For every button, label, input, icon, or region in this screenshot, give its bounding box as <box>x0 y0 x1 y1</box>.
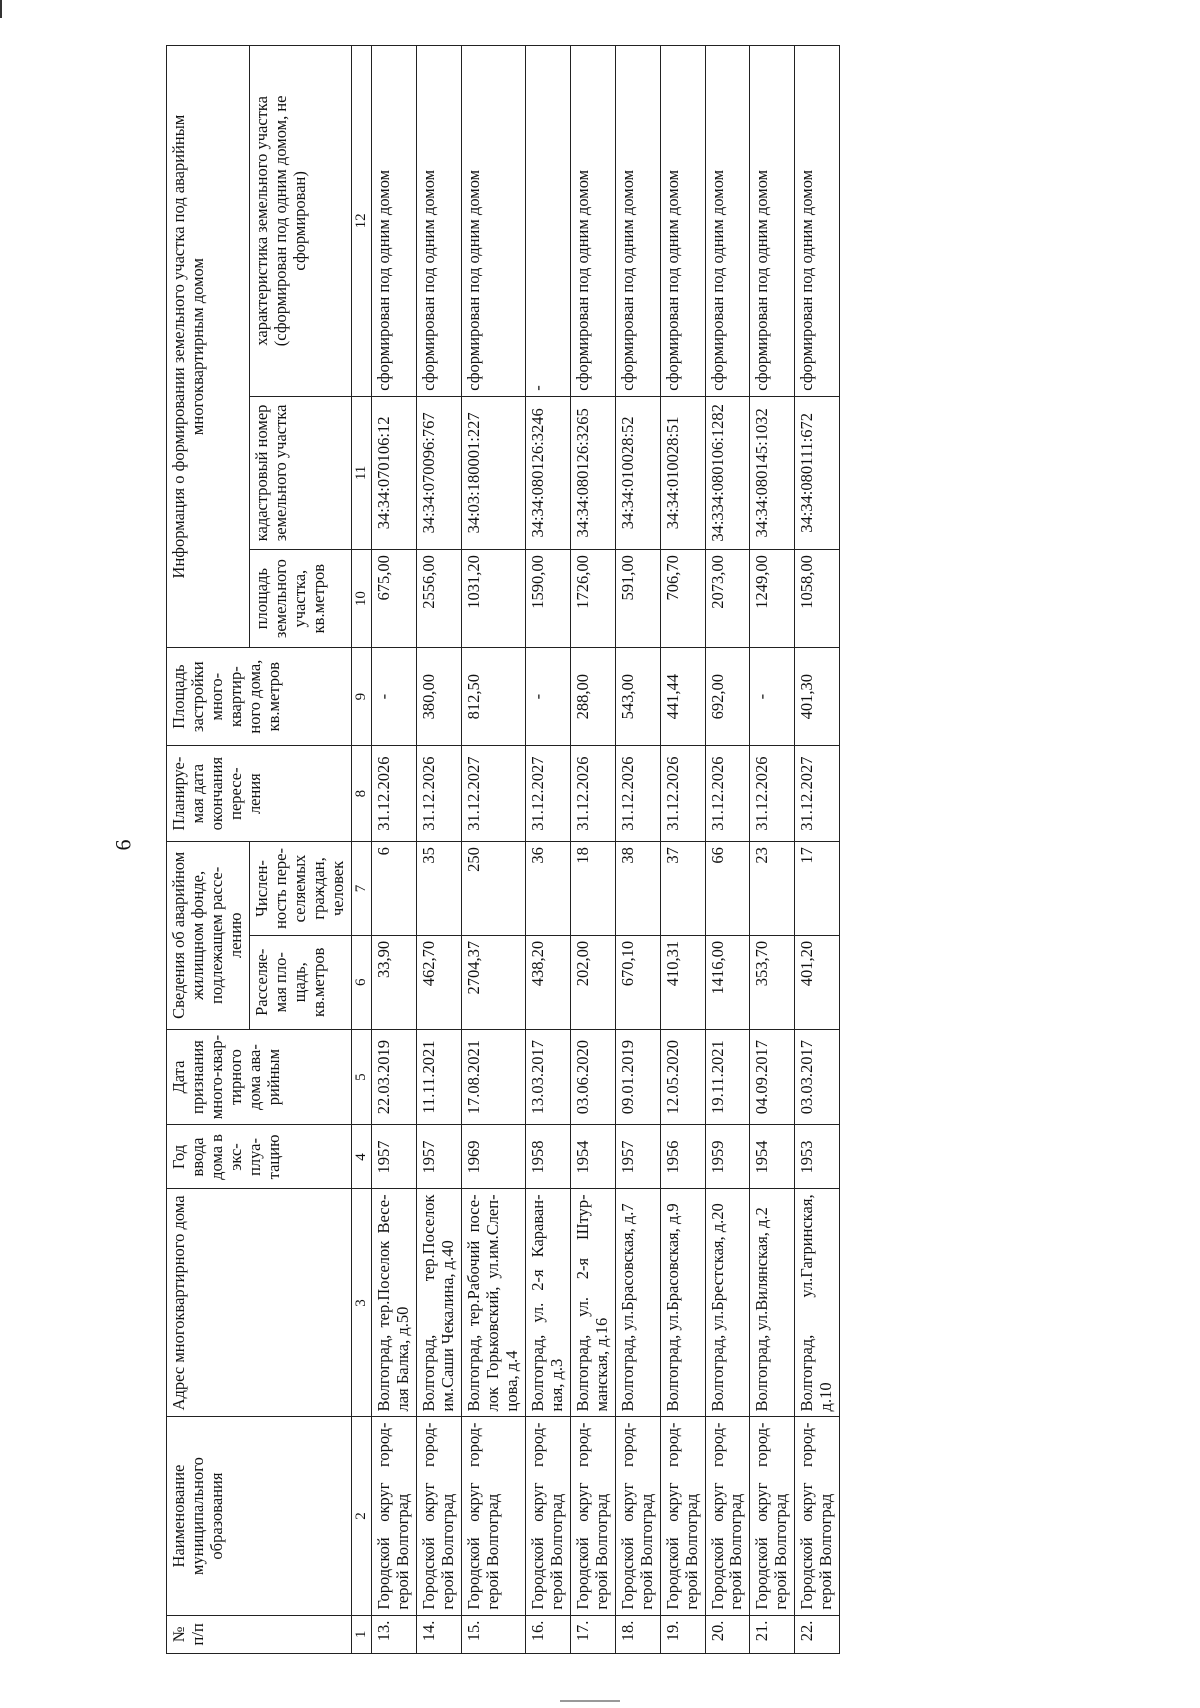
year-cell: 1969 <box>461 1125 525 1189</box>
row-number: 20. <box>705 1615 750 1653</box>
header-planned-end: Планируе-мая дата окончания пересе-ления <box>167 746 352 842</box>
build-area-cell: 288,00 <box>570 648 615 746</box>
column-number: 9 <box>351 648 371 746</box>
row-number: 17. <box>570 1615 615 1653</box>
address-cell: Волгоград, ул.Вилянская, д.2 <box>750 1189 795 1417</box>
land-area-cell: 675,00 <box>371 550 416 648</box>
address-cell: Волгоград, ул.Брасовская, д.7 <box>615 1189 660 1417</box>
area-resettled-cell: 401,20 <box>795 935 840 1029</box>
municipality-cell: Городской округ город-герой Волгоград <box>570 1417 615 1615</box>
people-cell: 35 <box>416 842 461 936</box>
row-number: 15. <box>461 1615 525 1653</box>
area-resettled-cell: 438,20 <box>525 935 570 1029</box>
build-area-cell: - <box>525 648 570 746</box>
land-char-cell: сформирован под одним домом <box>660 46 705 397</box>
column-number: 3 <box>351 1189 371 1417</box>
land-char-cell: сформирован под одним домом <box>461 46 525 397</box>
people-cell: 36 <box>525 842 570 936</box>
year-cell: 1956 <box>660 1125 705 1189</box>
people-cell: 23 <box>750 842 795 936</box>
year-cell: 1959 <box>705 1125 750 1189</box>
land-area-cell: 1058,00 <box>795 550 840 648</box>
year-cell: 1953 <box>795 1125 840 1189</box>
cadastral-cell: 34:34:010028:51 <box>660 396 705 549</box>
planned-end-cell: 31.12.2027 <box>461 746 525 842</box>
people-cell: 17 <box>795 842 840 936</box>
land-char-cell: сформирован под одним домом <box>570 46 615 397</box>
municipality-cell: Городской округ город-герой Волгоград <box>615 1417 660 1615</box>
column-number: 6 <box>351 935 371 1029</box>
emergency-housing-table <box>166 45 840 1654</box>
build-area-cell: 441,44 <box>660 648 705 746</box>
planned-end-cell: 31.12.2026 <box>570 746 615 842</box>
municipality-cell: Городской округ город-герой Волгоград <box>705 1417 750 1615</box>
land-area-cell: 706,70 <box>660 550 705 648</box>
column-number-row <box>351 46 371 1654</box>
header-emergency-fund: Сведения об аварийном жилищном фонде, подлежащем рассе-лению <box>167 842 250 1030</box>
build-area-cell: - <box>371 648 416 746</box>
row-number: 22. <box>795 1615 840 1653</box>
year-cell: 1954 <box>750 1125 795 1189</box>
land-char-cell: сформирован под одним домом <box>795 46 840 397</box>
area-resettled-cell: 1416,00 <box>705 935 750 1029</box>
land-char-cell: сформирован под одним домом <box>371 46 416 397</box>
header-land-char: характеристика земельного участка (сформирован под одним домом, не сформирован) <box>249 46 351 397</box>
table-row <box>795 46 840 1654</box>
table-row <box>570 46 615 1654</box>
header-recognition-date: Дата признания много-квар-тирного дома ава-рийным <box>167 1029 352 1125</box>
area-resettled-cell: 33,90 <box>371 935 416 1029</box>
address-cell: Волгоград, тер.Поселок им.Саши Чекалина, д.40 <box>416 1189 461 1417</box>
row-number: 18. <box>615 1615 660 1653</box>
municipality-cell: Городской округ город-герой Волгоград <box>371 1417 416 1615</box>
municipality-cell: Городской округ город-герой Волгоград <box>461 1417 525 1615</box>
municipality-cell: Городской округ город-герой Волгоград <box>525 1417 570 1615</box>
recognition-date-cell: 13.03.2017 <box>525 1029 570 1125</box>
header-no: № п/п <box>167 1615 352 1653</box>
header-municipality: Наименование муниципального образования <box>167 1417 352 1615</box>
planned-end-cell: 31.12.2026 <box>750 746 795 842</box>
header-area-resettled: Расселяе-мая пло-щадь, кв.метров <box>249 935 351 1029</box>
address-cell: Волгоград, ул.Брасовская, д.9 <box>660 1189 705 1417</box>
recognition-date-cell: 12.05.2020 <box>660 1029 705 1125</box>
cadastral-cell: 34:34:070106:12 <box>371 396 416 549</box>
recognition-date-cell: 04.09.2017 <box>750 1029 795 1125</box>
column-number: 5 <box>351 1029 371 1125</box>
recognition-date-cell: 09.01.2019 <box>615 1029 660 1125</box>
header-land-info: Информация о формировании земельного участка под аварийным многоквартирным домом <box>167 46 250 648</box>
land-char-cell: сформирован под одним домом <box>750 46 795 397</box>
planned-end-cell: 31.12.2026 <box>705 746 750 842</box>
row-number: 14. <box>416 1615 461 1653</box>
planned-end-cell: 31.12.2026 <box>371 746 416 842</box>
address-cell: Волгоград, ул. 2-я Штур-манская, д.16 <box>570 1189 615 1417</box>
area-resettled-cell: 670,10 <box>615 935 660 1029</box>
cadastral-cell: 34:34:080111:672 <box>795 396 840 549</box>
municipality-cell: Городской округ город-герой Волгоград <box>660 1417 705 1615</box>
land-char-cell: сформирован под одним домом <box>705 46 750 397</box>
table-row <box>705 46 750 1654</box>
header-build-area: Площадь застройки много-квартир-ного дома, кв.метров <box>167 648 352 746</box>
page-number: 6 <box>110 839 136 851</box>
land-char-cell: сформирован под одним домом <box>416 46 461 397</box>
year-cell: 1957 <box>416 1125 461 1189</box>
people-cell: 6 <box>371 842 416 936</box>
land-area-cell: 1249,00 <box>750 550 795 648</box>
rotated-table-wrapper <box>166 45 1200 1654</box>
year-cell: 1957 <box>371 1125 416 1189</box>
column-number: 2 <box>351 1417 371 1615</box>
row-number: 16. <box>525 1615 570 1653</box>
build-area-cell: 692,00 <box>705 648 750 746</box>
address-cell: Волгоград, тер.Поселок Весе-лая Балка, д.50 <box>371 1189 416 1417</box>
column-number: 4 <box>351 1125 371 1189</box>
recognition-date-cell: 19.11.2021 <box>705 1029 750 1125</box>
header-cadastral: кадастровый номер земельного участка <box>249 396 351 549</box>
recognition-date-cell: 22.03.2019 <box>371 1029 416 1125</box>
address-cell: Волгоград, ул.Брестская, д.20 <box>705 1189 750 1417</box>
planned-end-cell: 31.12.2026 <box>416 746 461 842</box>
column-number: 1 <box>351 1615 371 1653</box>
cadastral-cell: 34:334:080106:1282 <box>705 396 750 549</box>
recognition-date-cell: 17.08.2021 <box>461 1029 525 1125</box>
table-row <box>371 46 416 1654</box>
recognition-date-cell: 03.06.2020 <box>570 1029 615 1125</box>
recognition-date-cell: 11.11.2021 <box>416 1029 461 1125</box>
municipality-cell: Городской округ город-герой Волгоград <box>416 1417 461 1615</box>
recognition-date-cell: 03.03.2017 <box>795 1029 840 1125</box>
area-resettled-cell: 410,31 <box>660 935 705 1029</box>
address-cell: Волгоград, ул. 2-я Караван-ная, д.3 <box>525 1189 570 1417</box>
land-area-cell: 1726,00 <box>570 550 615 648</box>
people-cell: 250 <box>461 842 525 936</box>
year-cell: 1954 <box>570 1125 615 1189</box>
municipality-cell: Городской округ город-герой Волгоград <box>795 1417 840 1615</box>
municipality-cell: Городской округ город-герой Волгоград <box>750 1417 795 1615</box>
land-area-cell: 2073,00 <box>705 550 750 648</box>
people-cell: 66 <box>705 842 750 936</box>
area-resettled-cell: 202,00 <box>570 935 615 1029</box>
table-row <box>461 46 525 1654</box>
table-row <box>660 46 705 1654</box>
land-area-cell: 1031,20 <box>461 550 525 648</box>
column-number: 12 <box>351 46 371 397</box>
planned-end-cell: 31.12.2027 <box>795 746 840 842</box>
land-area-cell: 591,00 <box>615 550 660 648</box>
land-char-cell: - <box>525 46 570 397</box>
column-number: 11 <box>351 396 371 549</box>
area-resettled-cell: 2704,37 <box>461 935 525 1029</box>
cadastral-cell: 34:34:080126:3265 <box>570 396 615 549</box>
build-area-cell: 401,30 <box>795 648 840 746</box>
address-cell: Волгоград, ул.Гагринская, д.10 <box>795 1189 840 1417</box>
address-cell: Волгоград, тер.Рабочий посе-лок Горьковский, ул.им.Слеп-цова, д.4 <box>461 1189 525 1417</box>
planned-end-cell: 31.12.2026 <box>615 746 660 842</box>
cadastral-cell: 34:34:080126:3246 <box>525 396 570 549</box>
planned-end-cell: 31.12.2027 <box>525 746 570 842</box>
row-number: 13. <box>371 1615 416 1653</box>
land-area-cell: 2556,00 <box>416 550 461 648</box>
build-area-cell: - <box>750 648 795 746</box>
header-people: Числен-ность пере-селяемых граждан, человек <box>249 842 351 936</box>
table-row <box>615 46 660 1654</box>
land-area-cell: 1590,00 <box>525 550 570 648</box>
row-number: 19. <box>660 1615 705 1653</box>
header-year: Год ввода дома в экс-плуа-тацию <box>167 1125 352 1189</box>
build-area-cell: 543,00 <box>615 648 660 746</box>
column-number: 7 <box>351 842 371 936</box>
build-area-cell: 812,50 <box>461 648 525 746</box>
column-number: 8 <box>351 746 371 842</box>
table-body <box>371 46 839 1654</box>
row-number: 21. <box>750 1615 795 1653</box>
table-row <box>750 46 795 1654</box>
people-cell: 38 <box>615 842 660 936</box>
planned-end-cell: 31.12.2026 <box>660 746 705 842</box>
cadastral-cell: 34:34:070096:767 <box>416 396 461 549</box>
cadastral-cell: 34:34:010028:52 <box>615 396 660 549</box>
build-area-cell: 380,00 <box>416 648 461 746</box>
people-cell: 37 <box>660 842 705 936</box>
cadastral-cell: 34:03:180001:227 <box>461 396 525 549</box>
area-resettled-cell: 353,70 <box>750 935 795 1029</box>
people-cell: 18 <box>570 842 615 936</box>
table-row <box>416 46 461 1654</box>
column-number: 10 <box>351 550 371 648</box>
year-cell: 1957 <box>615 1125 660 1189</box>
land-char-cell: сформирован под одним домом <box>615 46 660 397</box>
cadastral-cell: 34:34:080145:1032 <box>750 396 795 549</box>
header-land-area: площадь земельного участка, кв.метров <box>249 550 351 648</box>
table-row <box>525 46 570 1654</box>
year-cell: 1958 <box>525 1125 570 1189</box>
area-resettled-cell: 462,70 <box>416 935 461 1029</box>
header-address: Адрес многоквартирного дома <box>167 1189 352 1417</box>
